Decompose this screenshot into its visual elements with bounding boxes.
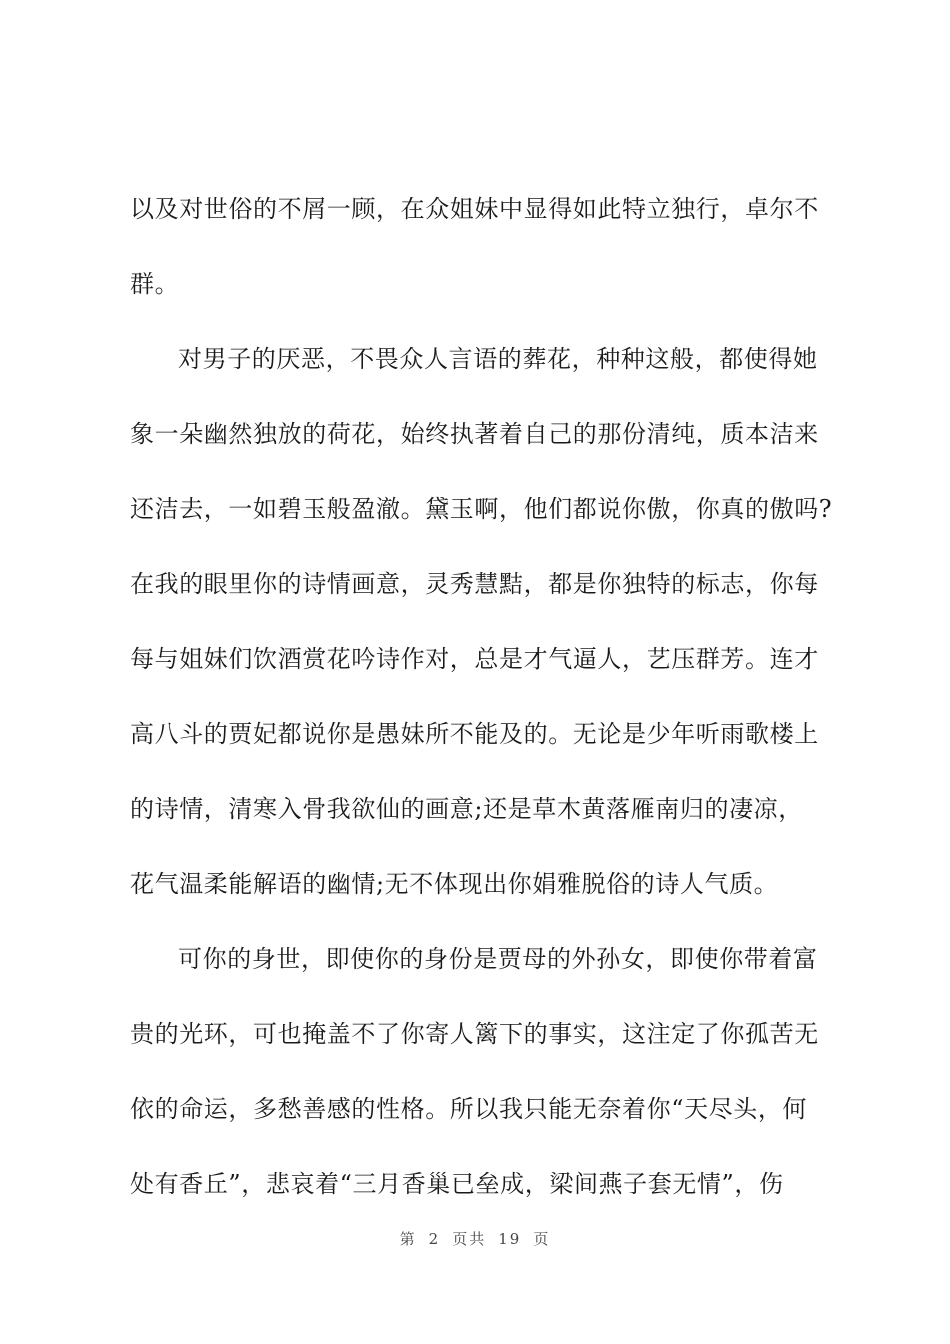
text-line: 在我的眼里你的诗情画意，灵秀慧黠，都是你独特的标志，你每 — [130, 570, 819, 598]
footer-total-pages: 19 — [498, 1230, 522, 1248]
footer-suffix: 页 — [533, 1230, 551, 1248]
text-line: 还洁去，一如碧玉般盈澈。黛玉啊，他们都说你傲，你真的傲吗? — [130, 495, 833, 523]
text-line: 依的命运，多愁善感的性格。所以我只能无奈着你“天尽头，何 — [130, 1095, 808, 1123]
text-line: 高八斗的贾妃都说你是愚妹所不能及的。无论是少年听雨歌楼上 — [130, 720, 819, 748]
text-line: 的诗情，清寒入骨我欲仙的画意;还是草木黄落雁南归的凄凉， — [130, 795, 803, 823]
text-line: 贵的光环，可也掩盖不了你寄人篱下的事实，这注定了你孤苦无 — [130, 1020, 819, 1048]
text-line: 以及对世俗的不屑一顾，在众姐妹中显得如此特立独行，卓尔不 — [130, 195, 819, 223]
footer-page-number: 2 — [428, 1230, 441, 1248]
text-line: 群。 — [130, 270, 180, 298]
text-line: 花气温柔能解语的幽情;无不体现出你娟雅脱俗的诗人气质。 — [130, 870, 779, 898]
footer-middle: 页共 — [452, 1230, 487, 1248]
page-footer — [0, 1228, 950, 1249]
footer-prefix: 第 — [399, 1230, 417, 1248]
text-line: 每与姐妹们饮酒赏花吟诗作对，总是才气逼人，艺压群芳。连才 — [130, 645, 819, 673]
body-text — [130, 172, 850, 1222]
text-line: 象一朵幽然独放的荷花，始终执著着自己的那份清纯，质本洁来 — [130, 420, 819, 448]
text-line: 处有香丘”，悲哀着“三月香巢已垒成，梁间燕子套无情”，伤 — [130, 1170, 784, 1198]
text-line: 可你的身世，即使你的身份是贾母的外孙女，即使你带着富 — [178, 945, 818, 973]
text-line: 对男子的厌恶，不畏众人言语的葬花，种种这般，都使得她 — [178, 345, 818, 373]
